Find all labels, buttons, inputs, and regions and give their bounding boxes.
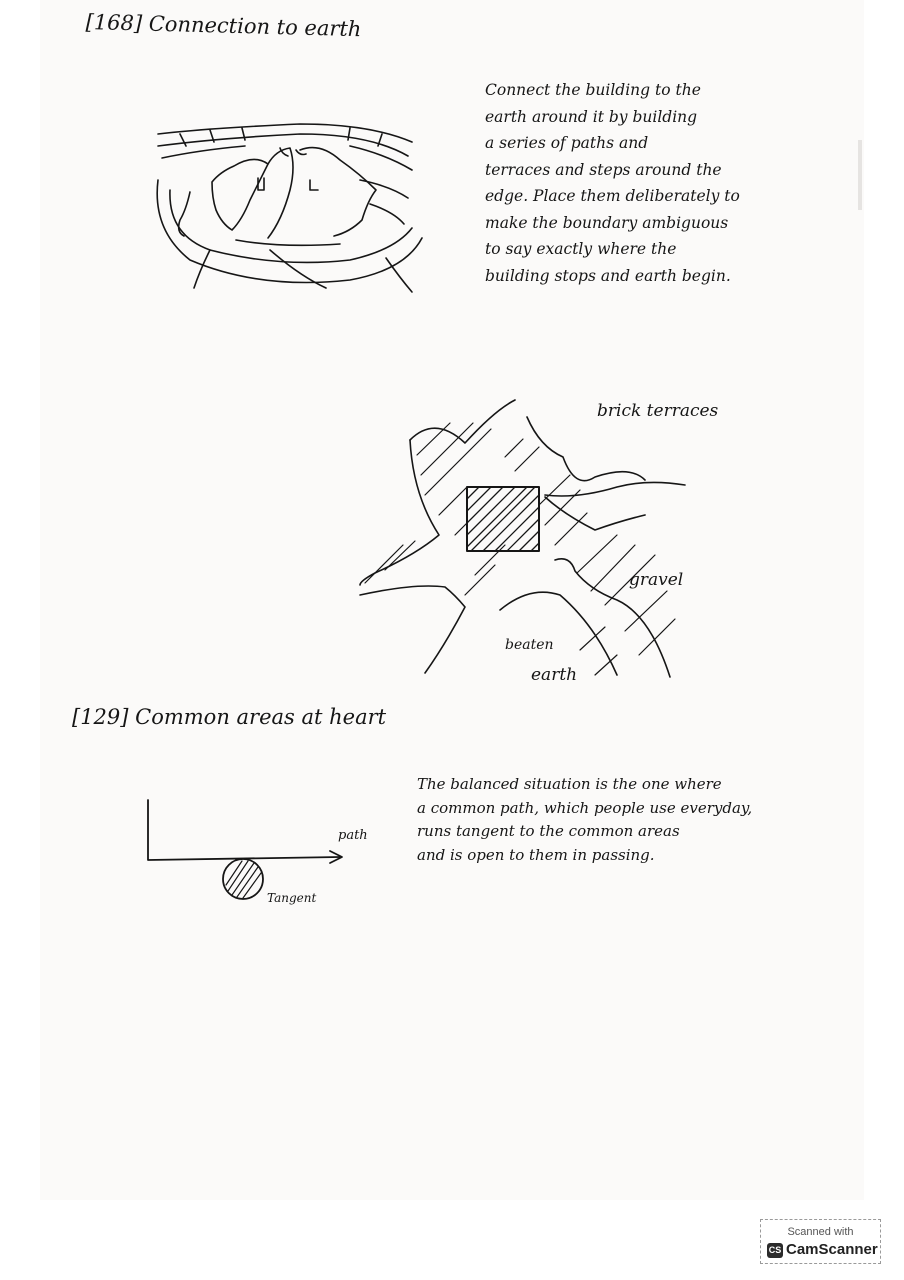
camscanner-logo-icon: CS <box>767 1243 783 1258</box>
label-brick-terraces: brick terraces <box>597 401 719 421</box>
watermark-caption: Scanned with <box>787 1226 854 1238</box>
tangent-diagram <box>140 795 360 915</box>
page-edge-shadow <box>858 140 862 210</box>
label-earth: earth <box>531 665 578 685</box>
label-gravel: gravel <box>629 570 684 590</box>
section2-description: The balanced situation is the one where a common path, which people use everyday, runs tangent to the common areas and is open to them in passing. <box>417 775 753 864</box>
label-beaten: beaten <box>505 637 554 653</box>
camscanner-watermark <box>760 1219 881 1264</box>
watermark-brand: CamScanner <box>786 1241 878 1258</box>
label-path: path <box>338 828 368 843</box>
section1-description: Connect the building to the earth around it by building a series of paths and terraces and steps around the edge. Place them deliberately to make the boundary ambiguous to say exactly where the building stops and earth begin. <box>485 81 740 285</box>
label-tangent: Tangent <box>267 891 317 905</box>
building-sketch <box>150 120 435 295</box>
section-title-common-areas: [129] Common areas at heart <box>72 705 387 729</box>
section-title-connection-to-earth: [168] Connection to earth <box>85 10 362 42</box>
